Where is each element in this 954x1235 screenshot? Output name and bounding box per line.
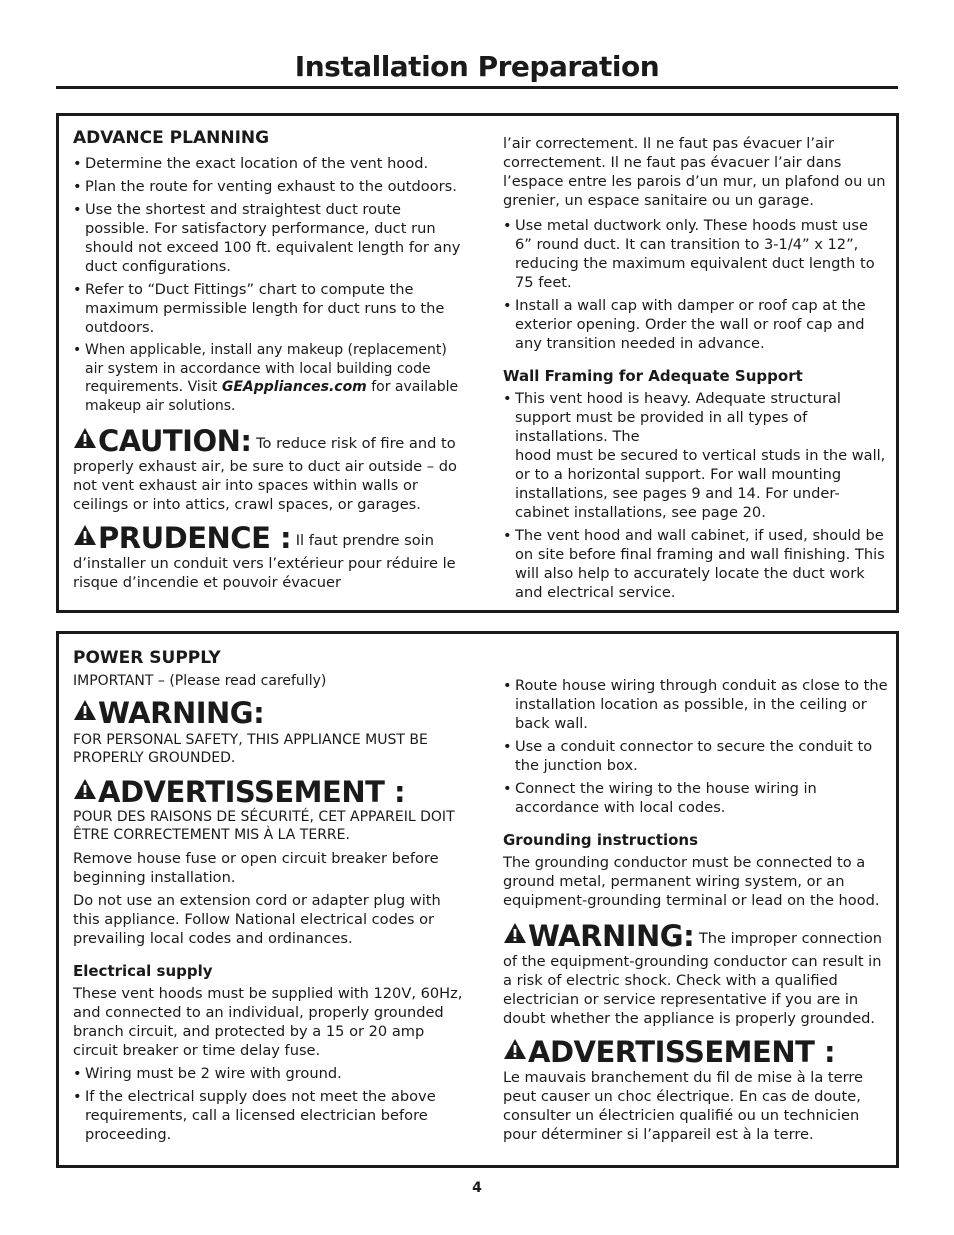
electrical-supply-text: These vent hoods must be supplied with 120V, 60Hz, and connected to an individual, properly grounded branch circuit, and protected by a 15 or 20 amp circuit breaker or time delay fuse. bbox=[73, 984, 463, 1059]
list-item: • Connect the wiring to the house wiring in accordance with local codes. bbox=[503, 779, 890, 817]
grounding-warning-label: WARNING: bbox=[528, 919, 695, 953]
advertissement-label: ADVERTISSEMENT : bbox=[98, 774, 406, 809]
prudence-label: PRUDENCE : bbox=[98, 521, 292, 555]
caution-label: CAUTION: bbox=[98, 424, 252, 458]
advance-planning-list bbox=[73, 154, 463, 415]
list-item: • Plan the route for venting exhaust to the outdoors. bbox=[73, 177, 463, 196]
warning-triangle-icon bbox=[503, 1038, 527, 1060]
grounding-advertissement-text: Le mauvais branchement du fil de mise à la terre peut causer un choc électrique. En cas de doute, consulter un électricien qualifié ou un technicien pour déterminer si l’appareil est à la terre. bbox=[503, 1069, 864, 1143]
grounding-heading: Grounding instructions bbox=[503, 831, 698, 849]
power-supply-right-column bbox=[503, 676, 890, 1148]
wall-framing-line2: hood must be secured to vertical studs in the wall, or to a horizontal support. For wall mounting installations, see pages 9 and 14. For under-cabinet installations, see page 20. bbox=[515, 447, 886, 521]
warning-triangle-icon bbox=[73, 699, 97, 721]
important-note: IMPORTANT – (Please read carefully) bbox=[73, 673, 327, 689]
makeup-text-post: for available makeup air solutions. bbox=[85, 379, 459, 414]
list-item: • Use metal ductwork only. These hoods must use 6” round duct. It can transition to 3-1/4” x 12”, reducing the maximum equivalent duct length to 75 feet. bbox=[503, 216, 888, 292]
electrical-supply-list bbox=[73, 1064, 463, 1144]
warning-label: WARNING: bbox=[98, 695, 265, 730]
wall-framing-heading: Wall Framing for Adequate Support bbox=[503, 367, 803, 385]
list-item: • If the electrical supply does not meet the above requirements, call a licensed electrician before proceeding. bbox=[73, 1087, 463, 1144]
grounding-advertissement-label: ADVERTISSEMENT : bbox=[528, 1035, 836, 1069]
warning-triangle-icon bbox=[503, 922, 527, 944]
list-item: • Refer to “Duct Fittings” chart to compute the maximum permissible length for duct runs to the outdoors. bbox=[73, 280, 463, 337]
page-number: 4 bbox=[472, 1180, 482, 1196]
extension-cord-instruction: Do not use an extension cord or adapter plug with this appliance. Follow National electrical codes or prevailing local codes and ordinances. bbox=[73, 891, 441, 947]
list-item: • The vent hood and wall cabinet, if used, should be on site before final framing and wall finishing. This will also help to accurately locate the duct work and electrical service. bbox=[503, 526, 888, 602]
list-item: • Install a wall cap with damper or roof cap at the exterior opening. Order the wall or roof cap and any transition needed in advance. bbox=[503, 296, 888, 353]
advance-planning-left-column bbox=[73, 128, 463, 592]
power-supply-box bbox=[56, 631, 899, 1168]
ge-appliances-link[interactable]: GEAppliances.com bbox=[221, 379, 367, 395]
ductwork-list bbox=[503, 216, 888, 353]
wall-framing-list bbox=[503, 389, 888, 602]
makeup-text-pre: When applicable, install any makeup (replacement) air system in accordance with local building code requirements. Visit bbox=[85, 342, 447, 395]
advance-planning-box bbox=[56, 113, 899, 613]
warning-triangle-icon bbox=[73, 427, 97, 449]
title-rule bbox=[56, 86, 898, 89]
advertissement-heading-block bbox=[73, 776, 463, 808]
warning-text: FOR PERSONAL SAFETY, THIS APPLIANCE MUST BE PROPERLY GROUNDED. bbox=[73, 731, 428, 766]
grounding-warning-text: The improper connection of the equipment-grounding conductor can result in a risk of electric shock. Check with a qualified electrician or service representative if you are in doubt whether the appliance is properly grounded. bbox=[503, 930, 883, 1027]
list-item: • Wiring must be 2 wire with ground. bbox=[73, 1064, 463, 1083]
power-supply-left-column bbox=[73, 648, 463, 1148]
prudence-continued: l’air correctement. Il ne faut pas évacuer l’air correctement. Il ne faut pas évacuer l’air dans l’espace entre les parois d’un mur, un plafond ou un grenier, un espace sanitaire ou un garage. bbox=[503, 135, 886, 209]
prudence-text: Il faut prendre soin d’installer un conduit vers l’extérieur pour réduire le risque d’incendie et pouvoir évacuer bbox=[73, 532, 456, 591]
caution-text: To reduce risk of fire and to properly exhaust air, be sure to duct air outside – do not vent exhaust air into spaces within walls or ceilings or into attics, crawl spaces, or garages. bbox=[73, 435, 457, 513]
list-item bbox=[503, 389, 888, 522]
power-supply-heading: POWER SUPPLY bbox=[73, 648, 221, 668]
fuse-instruction: Remove house fuse or open circuit breaker before beginning installation. bbox=[73, 849, 439, 886]
grounding-text: The grounding conductor must be connected to a ground metal, permanent wiring system, or an equipment-grounding terminal or lead on the hood. bbox=[503, 854, 880, 909]
prudence-block bbox=[73, 522, 463, 592]
list-item: • Use a conduit connector to secure the conduit to the junction box. bbox=[503, 737, 890, 775]
page-title: Installation Preparation bbox=[294, 50, 660, 83]
advance-planning-heading: ADVANCE PLANNING bbox=[73, 128, 270, 148]
electrical-supply-heading: Electrical supply bbox=[73, 961, 213, 980]
makeup-air-item bbox=[73, 341, 463, 415]
grounding-advertissement-block bbox=[503, 1036, 890, 1068]
advertissement-text: POUR DES RAISONS DE SÉCURITÉ, CET APPAREIL DOIT ÊTRE CORRECTEMENT MIS À LA TERRE. bbox=[73, 808, 455, 843]
warning-heading-block bbox=[73, 697, 463, 729]
grounding-warning-block bbox=[503, 920, 890, 1028]
list-item: • Determine the exact location of the vent hood. bbox=[73, 154, 463, 173]
warning-triangle-icon bbox=[73, 778, 97, 800]
list-item: • Use the shortest and straightest duct route possible. For satisfactory performance, duct run should not exceed 100 ft. equivalent length for any duct configurations. bbox=[73, 200, 463, 276]
warning-triangle-icon bbox=[73, 524, 97, 546]
wiring-list bbox=[503, 676, 890, 817]
list-item: • Route house wiring through conduit as close to the installation location as possible, in the ceiling or back wall. bbox=[503, 676, 890, 733]
advance-planning-right-column bbox=[503, 134, 888, 606]
wall-framing-line1: This vent hood is heavy. Adequate structural support must be provided in all types of installations. The bbox=[515, 390, 841, 445]
caution-block bbox=[73, 425, 463, 514]
